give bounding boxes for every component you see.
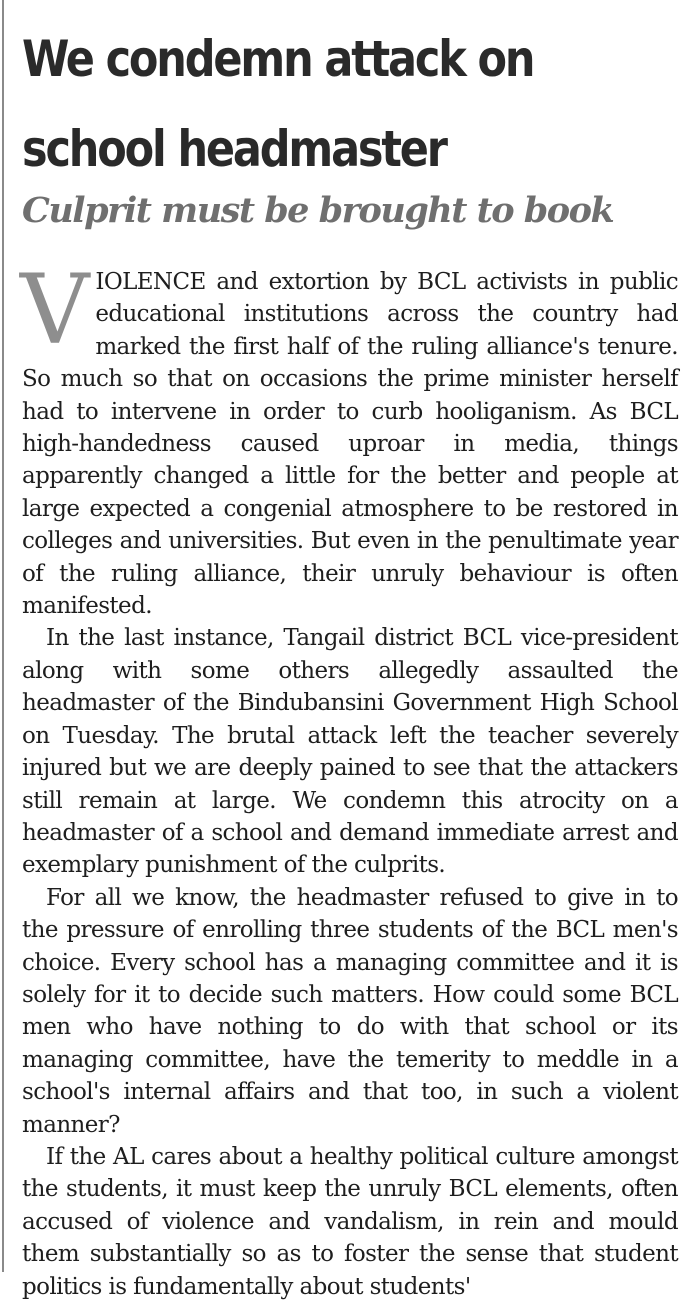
paragraph-2: In the last instance, Tangail district BCL vice-president along with some others allegedly assaulted the headmaster of the Bindubansini Government High School on Tuesday. The brutal attack left the teacher severely injured but we are deeply pained to see that the attackers still remain at large. We condemn this atrocity on a headmaster of a school and demand immediate arrest and exemplary punishment of the culprits.: [22, 625, 678, 879]
paragraph-1: [20, 254, 678, 622]
headline: [22, 14, 590, 194]
paragraph-4: If the AL cares about a healthy political culture amongst the students, it must keep the unruly BCL elements, often accused of violence and vandalism, in rein and mould them substantially so as to foster the sense that student politics is fundamentally about students': [22, 1143, 678, 1300]
column-rule: [2, 0, 4, 1272]
article-body: [20, 254, 678, 1303]
headline-line-2: school headmaster: [22, 120, 446, 178]
drop-cap: V: [20, 254, 90, 366]
paragraph-1-text: IOLENCE and extortion by BCL activists in public educational institutions across the country had marked the first half of the ruling alliance's tenure. So much so that on occasions the prime minister herself had to intervene in order to curb hooliganism. As BCL high-handedness caused uproar in media, things apparently changed a little for the better and people at large expected a congenial atmosphere to be restored in colleges and universities. But even in the penultimate year of the ruling alliance, their unruly behaviour is often manifested.: [22, 269, 678, 620]
headline-line-1: We condemn attack on: [22, 30, 534, 88]
paragraph-3: For all we know, the headmaster refused to give in to the pressure of enrolling three students of the BCL men's choice. Every school has a managing committee and it is solely for it to decide such matters. How could some BCL men who have nothing to do with that school or its managing committee, have the temerity to meddle in a school's internal affairs and that too, in such a violent manner?: [22, 884, 678, 1138]
subheadline: Culprit must be brought to book: [22, 190, 614, 231]
